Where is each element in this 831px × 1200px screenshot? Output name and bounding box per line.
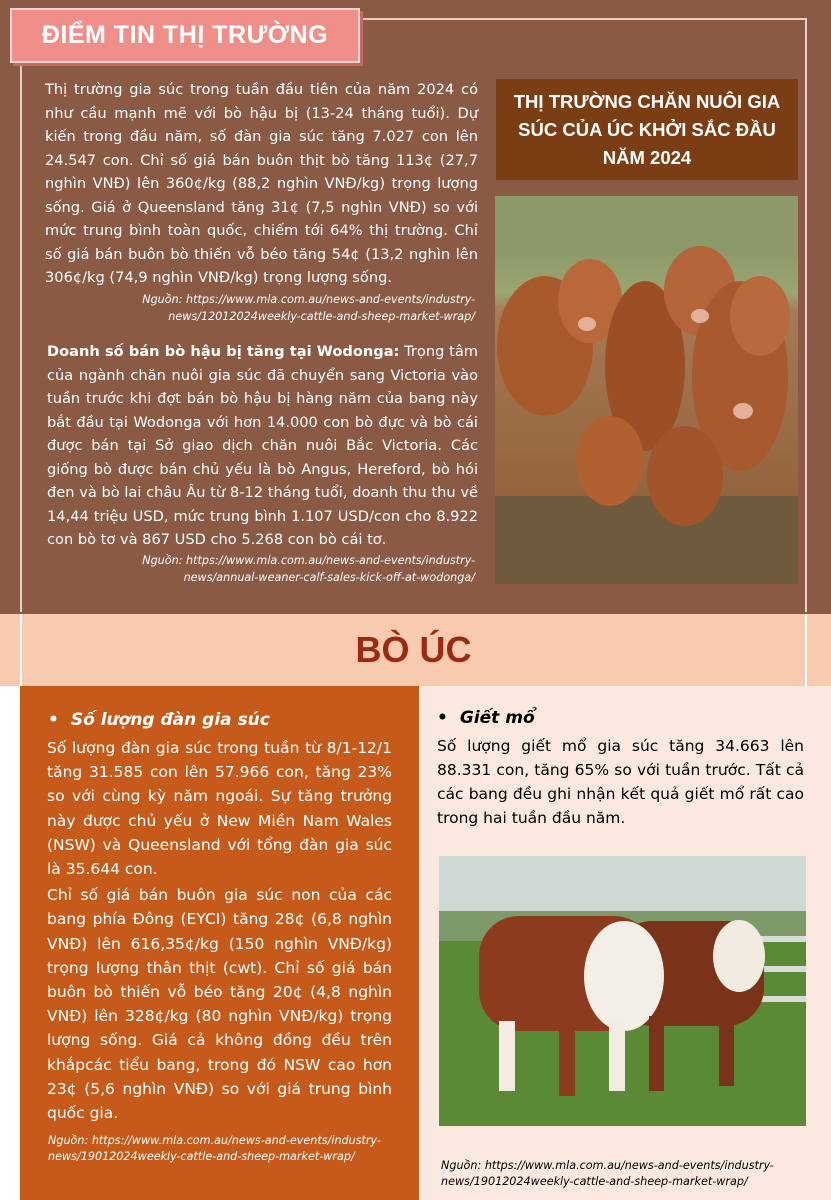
bullet-icon: • <box>48 710 59 730</box>
herd-heading-label: Số lượng đàn gia súc <box>70 710 270 730</box>
slaughter-body: Số lượng giết mổ gia súc tăng 34.663 lên 88.331 con, tăng 65% so với tuần trước. Tất cả các bang đều ghi nhận kết quả giết mổ rất cao trong hai tuần đầu năm. <box>437 737 804 827</box>
wodonga-body: Trọng tâm của ngành chăn nuôi gia súc đã chuyển sang Victoria vào tuần trước khi đợt bán bò hậu bị hàng năm của bang này bắt đầu tại Wodonga với hơn 14.000 con bò đực và bò cái được bán tại Sở giao dịch chăn nuôi Bắc Victoria. Các giống bò được bán chủ yếu là bò Angus, Hereford, bò hói đen và bò lai châu Âu từ 8-12 tháng tuổi, doanh thu thu về 14,44 triệu USD, mức trung bình 1.107 USD/con cho 8.922 con bò tơ và 867 USD cho 5.268 con bò cái tơ. <box>47 343 478 548</box>
herd-paragraph-1: Số lượng đàn gia súc trong tuần từ 8/1-12/1 tăng 31.585 con lên 57.966 con, tăng 23% so với cùng kỳ năm ngoái. Sự tăng trưởng này được chủ yếu ở New Miền Nam Wales (NSW) và Queensland với tổng đàn gia súc là 35.644 con. <box>47 739 392 879</box>
bullet-icon: • <box>437 708 448 728</box>
hereford-cattle-illustration <box>439 856 806 1126</box>
herd-paragraph-2: Chỉ số giá bán buôn gia súc non của các bang phía Đông (EYCI) tăng 28¢ (6,8 nghìn VNĐ) lên 616,35¢/kg (150 nghìn VNĐ/kg) trọng lượng thân thịt (cwt). Chỉ số giá bán buôn bò thiến vỗ béo tăng 20¢ (4,8 nghìn VNĐ) lên 328¢/kg (80 nghìn VNĐ/kg) trọng lượng sống. Giá cả không đồng đều trên khắpcác tiểu bang, trong đó NSW cao hơn 23¢ (5,6 nghìn VNĐ) so với giá trung bình quốc gia. <box>47 886 392 1123</box>
feature-title: THỊ TRƯỜNG CHĂN NUÔI GIA SÚC CỦA ÚC KHỞI SẮC ĐẦU NĂM 2024 <box>513 90 781 168</box>
wodonga-lead: Doanh số bán bò hậu bị tăng tại Wodonga: <box>47 343 400 360</box>
slaughter-heading <box>437 708 535 728</box>
herd-heading <box>48 710 270 730</box>
section-band-inner <box>20 614 807 686</box>
cattle-herd-illustration <box>495 196 798 584</box>
intro-paragraph: Thị trường gia súc trong tuần đầu tiên của năm 2024 có như cầu mạnh mẽ với bò hậu bị (13-24 tháng tuổi). Dự kiến trong đầu năm, số đàn gia súc tăng 7.027 con lên 24.547 con. Chỉ số giá bán buôn thịt bò tăng 113¢ (27,7 nghìn VNĐ) lên 360¢/kg (88,2 nghìn VNĐ/kg) trọng lượng sống. Giá ở Queensland tăng 31¢ (7,5 nghìn VNĐ) so với mức trung bình toàn quốc, chiếm tới 64% thị trường. Chỉ số giá bán buôn bò thiến vỗ béo tăng 54¢ (13,2 nghìn lên 306¢/kg (74,9 nghìn VNĐ/kg) trọng lượng sống. <box>45 81 478 286</box>
cattle-herd-photo <box>495 196 798 584</box>
header-tab <box>10 8 360 63</box>
source-note: Nguồn: https://www.mla.com.au/news-and-events/industry-news/19012024weekly-cattle-and-sheep-market-wrap/ <box>441 1159 774 1188</box>
header-tab-label: ĐIỂM TIN THỊ TRƯỜNG <box>41 21 329 49</box>
feature-title-box <box>496 79 798 180</box>
source-note: Nguồn: https://www.mla.com.au/news-and-events/industry-news/12012024weekly-cattle-and-sheep-market-wrap/ <box>142 293 475 323</box>
source-note: Nguồn: https://www.mla.com.au/news-and-events/industry-news/19012024weekly-cattle-and-sheep-market-wrap/ <box>48 1134 381 1163</box>
section-title: BÒ ÚC <box>355 629 472 670</box>
herd-body <box>47 736 392 1125</box>
wodonga-paragraph <box>47 340 478 552</box>
section-band <box>0 614 831 686</box>
slaughter-heading-label: Giết mổ <box>459 708 535 728</box>
source-note: Nguồn: https://www.mla.com.au/news-and-events/industry-news/annual-weaner-calf-sales-kick-off-at-wodonga/ <box>142 554 475 584</box>
hereford-cattle-photo <box>439 856 806 1126</box>
